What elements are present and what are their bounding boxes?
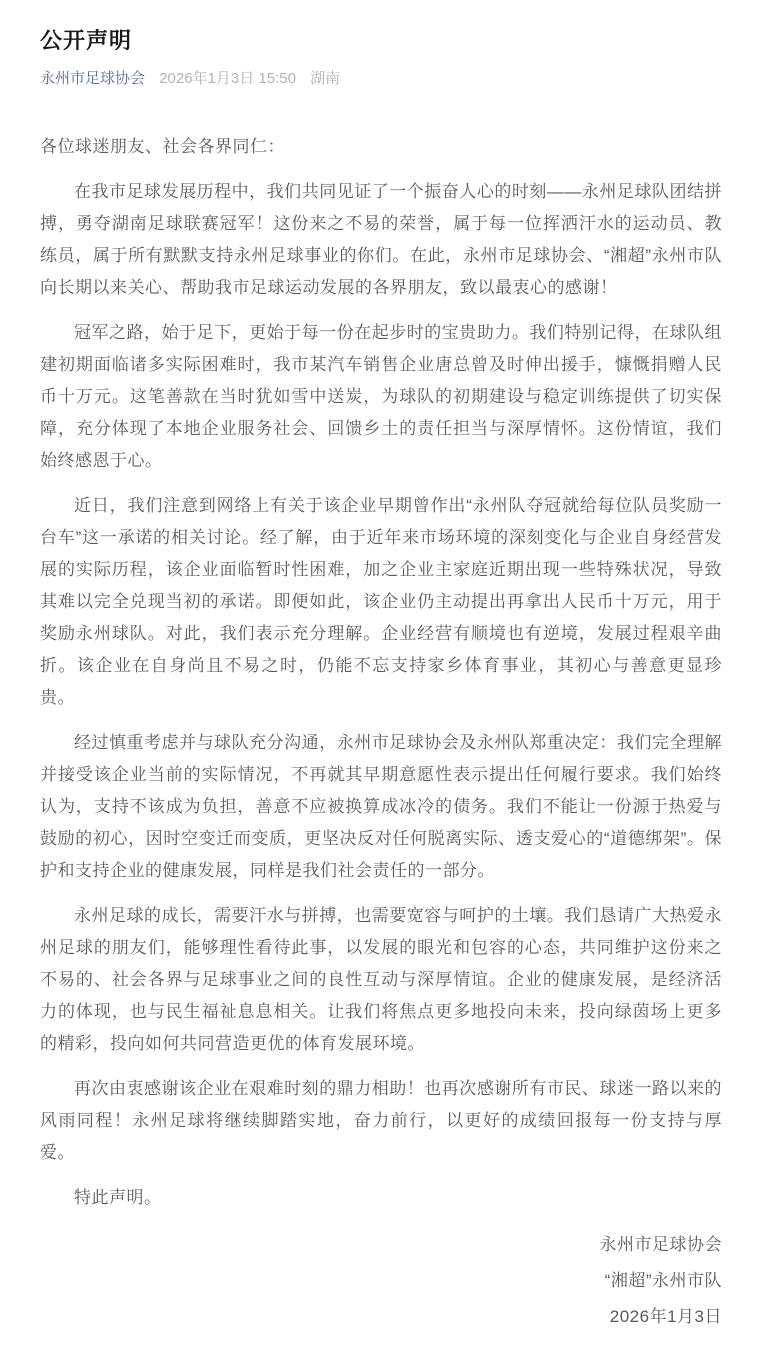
byline xyxy=(40,69,722,89)
body-paragraph: 近日，我们注意到网络上有关于该企业早期曾作出“永州队夺冠就给每位队员奖励一台车”这一承诺的相关讨论。经了解，由于近年来市场环境的深刻变化与企业自身经营发展的实际历程，该企业面临暂时性困难，加之企业主家庭近期出现一些特殊状况，导致其难以完全兑现当初的承诺。即便如此，该企业仍主动提出再拿出人民币十万元，用于奖励永州球队。对此，我们表示充分理解。企业经营有顺境也有逆境，发展过程艰辛曲折。该企业在自身尚且不易之时，仍能不忘支持家乡体育事业，其初心与善意更显珍贵。 xyxy=(40,496,722,707)
page-title: 公开声明 xyxy=(40,28,133,53)
statement-body xyxy=(40,131,722,1214)
body-paragraph: 再次由衷感谢该企业在艰难时刻的鼎力相助！也再次感谢所有市民、球迷一路以来的风雨同程！永州足球将继续脚踏实地，奋力前行，以更好的成绩回报每一份支持与厚爱。 xyxy=(40,1079,722,1162)
salutation: 各位球迷朋友、社会各界同仁： xyxy=(40,137,285,156)
author-link[interactable]: 永州市足球协会 xyxy=(40,70,146,87)
signature-line: 2026年1月3日 xyxy=(609,1307,722,1326)
body-paragraph: 在我市足球发展历程中，我们共同见证了一个振奋人心的时刻——永州足球队团结拼搏，勇夺湖南足球联赛冠军！这份来之不易的荣誉，属于每一位挥洒汗水的运动员、教练员，属于所有默默支持永州足球事业的你们。在此，永州市足球协会、“湘超”永州市队向长期以来关心、帮助我市足球运动发展的各界朋友，致以最衷心的感谢！ xyxy=(40,182,722,297)
publish-location: 湖南 xyxy=(310,70,341,87)
signature-line: 永州市足球协会 xyxy=(599,1235,722,1254)
signature-line: “湘超”永州市队 xyxy=(604,1271,722,1290)
body-paragraph: 经过慎重考虑并与球队充分沟通，永州市足球协会及永州队郑重决定：我们完全理解并接受该企业当前的实际情况，不再就其早期意愿性表示提出任何履行要求。我们始终认为，支持不该成为负担，善意不应被换算成冰冷的债务。我们不能让一份源于热爱与鼓励的初心，因时空变迁而变质，更坚决反对任何脱离实际、透支爱心的“道德绑架”。保护和支持企业的健康发展，同样是我们社会责任的一部分。 xyxy=(40,733,722,880)
publish-datetime: 2026年1月3日 15:50 xyxy=(159,70,296,87)
body-paragraph: 永州足球的成长，需要汗水与拼搏，也需要宽容与呵护的土壤。我们恳请广大热爱永州足球的朋友们，能够理性看待此事，以发展的眼光和包容的心态，共同维护这份来之不易的、社会各界与足球事业之间的良性互动与深厚情谊。企业的健康发展，是经济活力的体现，也与民生福祉息息相关。让我们将焦点更多地投向未来，投向绿茵场上更多的精彩，投向如何共同营造更优的体育发展环境。 xyxy=(40,906,722,1053)
closing-line: 特此声明。 xyxy=(74,1188,162,1207)
body-paragraph: 冠军之路，始于足下，更始于每一份在起步时的宝贵助力。我们特别记得，在球队组建初期面临诸多实际困难时，我市某汽车销售企业唐总曾及时伸出援手，慷慨捐赠人民币十万元。这笔善款在当时犹如雪中送炭，为球队的初期建设与稳定训练提供了切实保障，充分体现了本地企业服务社会、回馈乡土的责任担当与深厚情怀。这份情谊，我们始终感恩于心。 xyxy=(40,323,722,470)
signature-block xyxy=(40,1229,722,1333)
